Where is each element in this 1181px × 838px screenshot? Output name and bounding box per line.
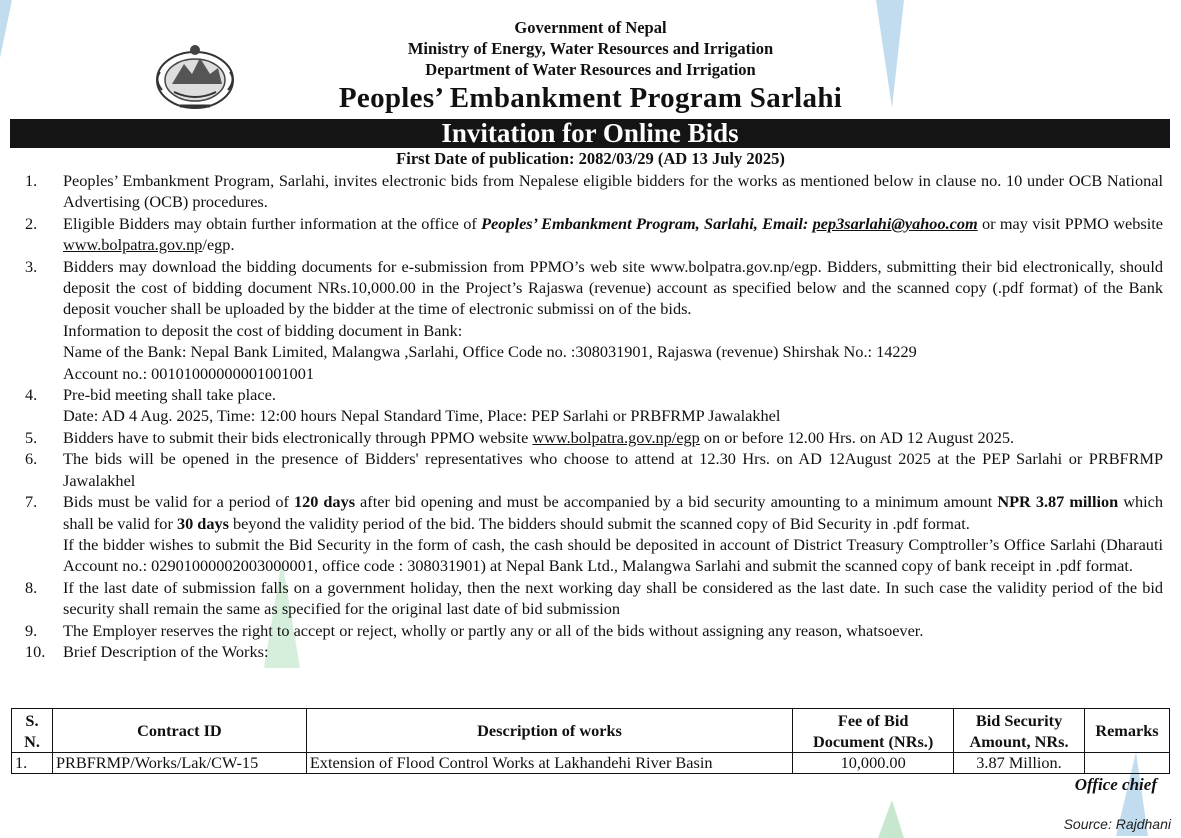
clause-number: 10. <box>25 641 46 661</box>
header-security <box>954 709 1085 753</box>
clause-5-pre: Bidders have to submit their bids electronically through PPMO website <box>63 427 533 447</box>
cell-remarks <box>1084 753 1169 774</box>
clause-number: 7. <box>25 492 38 512</box>
notice-title-banner: Invitation for Online Bids <box>10 119 1170 148</box>
clause-8 <box>0 577 1181 620</box>
clause-7-b: after bid opening and must be accompanied by a bid security amounting to a minimum amount <box>355 492 998 512</box>
website-link[interactable]: www.bolpatra.gov.np/egp <box>532 427 700 447</box>
clause-4 <box>0 384 1181 427</box>
clause-7-a: Bids must be valid for a period of <box>63 492 294 512</box>
header-description: Description of works <box>306 709 792 753</box>
bank-name: Name of the Bank: Nepal Bank Limited, Malangwa ,Sarlahi, Office Code no. :308031901, Rajaswa (revenue) Shirshak No.: 14229 <box>63 342 917 362</box>
clause-text: The bids will be opened in the presence of Bidders' representatives who choose to attend at 12.30 Hrs. on AD 12August 2025 at the PEP Sarlahi or PRBFRMP Jawalakhel <box>63 449 1163 490</box>
clause-7-c: which shall be valid for <box>63 492 1164 533</box>
clause-text <box>63 491 1163 534</box>
header-fee-line1: Fee of Bid <box>837 710 909 730</box>
office-chief-signoff: Office chief <box>1074 775 1157 794</box>
department-heading: Department of Water Resources and Irrigation <box>425 60 756 79</box>
clause-text: Peoples’ Embankment Program, Sarlahi, invites electronic bids from Nepalese eligible bidders for the works as mentioned below in clause no. 10 under OCB National Advertising (OCB) procedures. <box>63 171 1163 212</box>
clause-number: 3. <box>25 256 38 276</box>
header-remarks: Remarks <box>1084 709 1169 753</box>
header-fee-line2: Document (NRs.) <box>813 731 934 751</box>
clause-5 <box>0 427 1181 448</box>
header-security-line2: Amount, NRs. <box>969 731 1069 751</box>
clause-5-post: on or before 12.00 Hrs. on AD 12 August 2025. <box>699 427 1015 447</box>
email-link[interactable]: pep3sarlahi@yahoo.com <box>812 213 978 233</box>
clause-2 <box>0 213 1181 256</box>
clause-1 <box>0 170 1181 213</box>
clause-text: Brief Description of the Works: <box>63 641 269 661</box>
cell-sn: 1. <box>12 753 53 774</box>
clause-text <box>63 213 1163 256</box>
clause-6 <box>0 448 1181 491</box>
table-header-row <box>12 709 1170 753</box>
validity-days: 120 days <box>293 492 356 512</box>
website-link[interactable]: www.bolpatra.gov.np <box>63 235 203 255</box>
ministry-heading: Ministry of Energy, Water Resources and Irrigation <box>407 39 774 58</box>
table-row <box>12 753 1170 774</box>
header-sn <box>12 709 53 753</box>
header-contract-id: Contract ID <box>52 709 306 753</box>
clause-10 <box>0 641 1181 662</box>
government-heading: Government of Nepal <box>514 18 667 37</box>
clause-3 <box>0 256 1181 384</box>
account-number: Account no.: 00101000000001001001 <box>63 363 314 383</box>
works-table <box>11 708 1170 774</box>
header-sn-line2: N. <box>24 731 40 751</box>
source-credit: Source: Rajdhani <box>1063 816 1171 832</box>
clause-7 <box>0 491 1181 577</box>
header-security-line1: Bid Security <box>975 710 1063 730</box>
cell-security: 3.87 Million. <box>954 753 1085 774</box>
clause-number: 9. <box>25 620 38 640</box>
clause-number: 4. <box>25 385 38 405</box>
program-title: Peoples’ Embankment Program Sarlahi <box>338 82 843 114</box>
bank-info-heading: Information to deposit the cost of bidding document in Bank: <box>63 320 463 340</box>
cash-deposit-text: If the bidder wishes to submit the Bid Security in the form of cash, the cash should be deposited in account of District Treasury Comptroller’s Office Sarlahi (Dharauti Account no.: 02901000002003000001, office code : 308031901) at Nepal Bank Ltd., Malangwa Sarlahi and submit the scanned copy of bank receipt in .pdf format. <box>63 534 1163 576</box>
clause-2-mid: or may visit PPMO website <box>977 213 1163 233</box>
clause-text: If the last date of submission falls on a government holiday, then the next working day shall be considered as the last date. In such case the validity period of the bid security shall remain the same as specified for the original last date of bid submission <box>63 577 1163 619</box>
clause-number: 2. <box>25 213 38 233</box>
clause-number: 6. <box>25 449 38 469</box>
clause-text: The Employer reserves the right to accept or reject, wholly or partly any or all of the bids without assigning any reason, whatsoever. <box>63 620 924 640</box>
clause-7-d: beyond the validity period of the bid. The bidders should submit the scanned copy of Bid Security in .pdf format. <box>228 513 970 533</box>
header-fee <box>793 709 954 753</box>
watermark-shard-green-bottom <box>876 800 906 838</box>
clause-text <box>63 427 1163 448</box>
cell-contract-id: PRBFRMP/Works/Lak/CW-15 <box>52 753 306 774</box>
clause-text: Pre-bid meeting shall take place. <box>63 385 276 405</box>
clause-number: 1. <box>25 171 38 190</box>
publication-date: First Date of publication: 2082/03/29 (AD 13 July 2025) <box>396 149 785 168</box>
clause-list <box>0 170 1181 662</box>
clause-2-end: . <box>230 235 235 255</box>
clause-number: 8. <box>25 577 38 597</box>
header-sn-line1: S. <box>25 710 39 730</box>
extra-validity-days: 30 days <box>176 513 229 533</box>
cell-description: Extension of Flood Control Works at Lakhandehi River Basin <box>306 753 792 774</box>
clause-9 <box>0 620 1181 641</box>
cell-fee: 10,000.00 <box>793 753 954 774</box>
security-amount: NPR 3.87 million <box>997 492 1119 512</box>
website-path: /egp <box>202 235 231 255</box>
clause-number: 5. <box>25 427 38 447</box>
clause-text: Bidders may download the bidding documents for e-submission from PPMO’s web site www.bolpatra.gov.np/egp. Bidders, submitting their bid electronically, should deposit the cost of bidding document NRs.10,000.00 in the Project’s Rajaswa (revenue) account as specified below and the scanned copy (.pdf format) of the Bank deposit voucher shall be uploaded by the bidder at the time of electronic submissi on of the bids. <box>63 256 1163 319</box>
office-name: Peoples’ Embankment Program, Sarlahi, Email: <box>481 213 813 233</box>
pre-bid-detail: Date: AD 4 Aug. 2025, Time: 12:00 hours Nepal Standard Time, Place: PEP Sarlahi or PRBFRMP Jawalakhel <box>63 406 781 426</box>
clause-2-pre: Eligible Bidders may obtain further information at the office of <box>63 213 482 233</box>
